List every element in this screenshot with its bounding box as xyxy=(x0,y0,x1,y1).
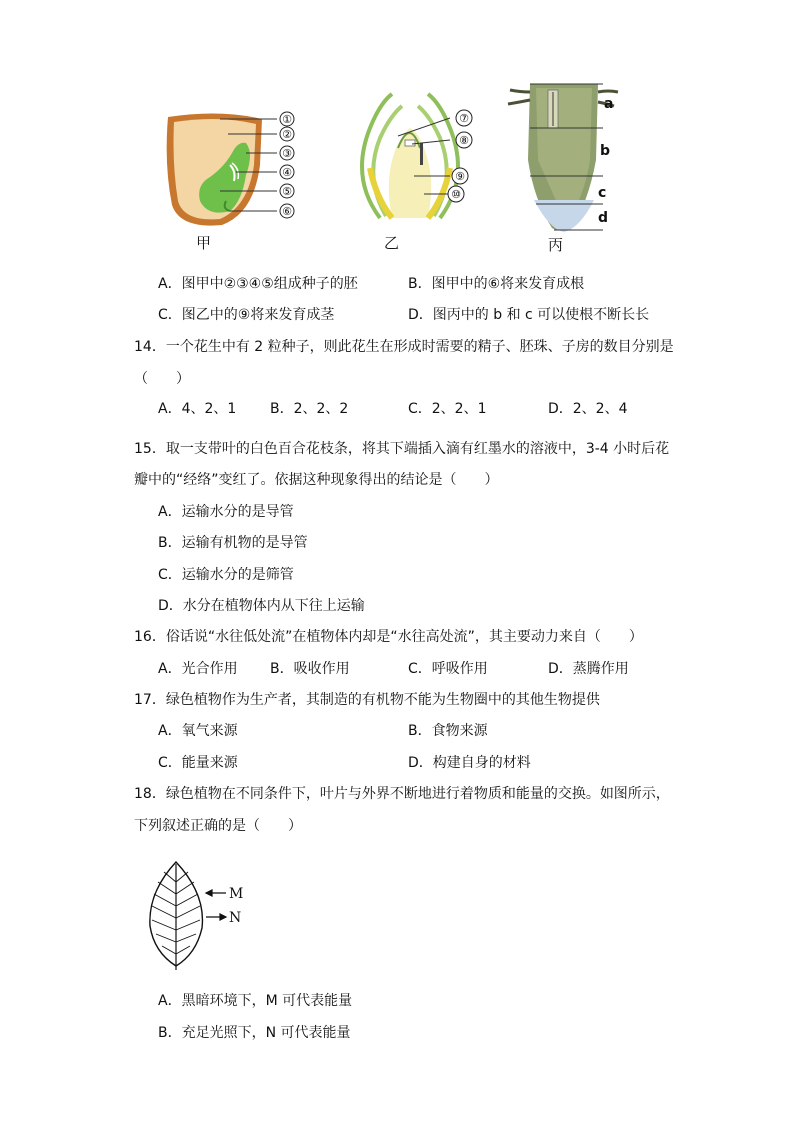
q14-option-a: A．4、2、1 xyxy=(158,401,237,417)
arrow-n xyxy=(206,914,226,920)
q15-option-a: A．运输水分的是导管 xyxy=(158,504,294,520)
q16-option-b: B．吸收作用 xyxy=(270,661,350,677)
figure-leaf xyxy=(140,858,260,973)
q17-option-b: B．食物来源 xyxy=(408,723,488,739)
q14-stem-line1: 14．一个花生中有 2 粒种子，则此花生在形成时需要的精子、胚珠、子房的数目分别是 xyxy=(134,339,674,355)
bing-label-b: b xyxy=(600,143,611,159)
q15-option-d: D．水分在植物体内从下往上运输 xyxy=(158,598,365,614)
q14-stem-line2: （ ） xyxy=(134,371,190,387)
q14-option-b: B．2、2、2 xyxy=(270,401,349,417)
yi-label-7: ⑦ xyxy=(459,112,469,125)
q18-stem-line2: 下列叙述正确的是（ ） xyxy=(134,818,302,834)
bing-label-c: c xyxy=(598,185,607,201)
q15-option-b: B．运输有机物的是导管 xyxy=(158,535,308,551)
q13-option-c: C．图乙中的⑨将来发育成茎 xyxy=(158,307,335,323)
q16-option-d: D．蒸腾作用 xyxy=(548,661,629,677)
q13-option-b: B．图甲中的⑥将来发育成根 xyxy=(408,276,585,292)
figure-caption-jia: 甲 xyxy=(196,234,212,252)
q16-option-a: A．光合作用 xyxy=(158,661,238,677)
q15-stem-line2: 瓣中的“经络”变红了。依据这种现象得出的结论是（ ） xyxy=(134,472,499,488)
jia-label-1: ① xyxy=(282,113,292,126)
figure-shoot-yi xyxy=(340,88,490,238)
jia-label-4: ④ xyxy=(282,166,292,179)
jia-label-6: ⑥ xyxy=(282,205,292,218)
yi-label-8: ⑧ xyxy=(459,134,469,147)
q17-option-a: A．氧气来源 xyxy=(158,723,238,739)
leaf-label-n: N xyxy=(229,910,242,926)
q17-stem: 17．绿色植物作为生产者，其制造的有机物不能为生物圈中的其他生物提供 xyxy=(134,692,600,708)
q14-option-c: C．2、2、1 xyxy=(408,401,487,417)
figure-caption-yi: 乙 xyxy=(384,234,400,252)
q15-stem-line1: 15．取一支带叶的白色百合花枝条，将其下端插入滴有红墨水的溶液中，3-4 小时后花 xyxy=(134,441,670,457)
arrow-m xyxy=(206,890,226,896)
jia-label-5: ⑤ xyxy=(282,185,292,198)
q16-stem: 16．俗话说“水往低处流”在植物体内却是“水往高处流”，其主要动力来自（ ） xyxy=(134,629,643,645)
q17-option-c: C．能量来源 xyxy=(158,755,238,771)
q18-option-a: A．黑暗环境下，M 可代表能量 xyxy=(158,993,353,1009)
yi-label-10: ⑩ xyxy=(451,188,461,201)
yi-label-9: ⑨ xyxy=(455,170,465,183)
q16-option-c: C．呼吸作用 xyxy=(408,661,488,677)
bing-label-d: d xyxy=(598,210,609,226)
q13-option-a: A．图甲中②③④⑤组成种子的胚 xyxy=(158,276,358,292)
jia-label-2: ② xyxy=(282,128,292,141)
q15-option-c: C．运输水分的是筛管 xyxy=(158,567,294,583)
q18-stem-line1: 18．绿色植物在不同条件下，叶片与外界不断地进行着物质和能量的交换。如图所示， xyxy=(134,786,670,802)
q17-option-d: D．构建自身的材料 xyxy=(408,755,531,771)
q13-option-d: D．图丙中的 b 和 c 可以使根不断长长 xyxy=(408,307,650,323)
bing-label-a: a xyxy=(604,96,614,112)
q18-option-b: B．充足光照下，N 可代表能量 xyxy=(158,1025,351,1041)
figure-caption-bing: 丙 xyxy=(548,236,564,254)
jia-label-3: ③ xyxy=(282,147,292,160)
figure-seed-jia xyxy=(150,105,310,235)
q14-option-d: D．2、2、4 xyxy=(548,401,628,417)
leaf-label-m: M xyxy=(229,886,244,902)
